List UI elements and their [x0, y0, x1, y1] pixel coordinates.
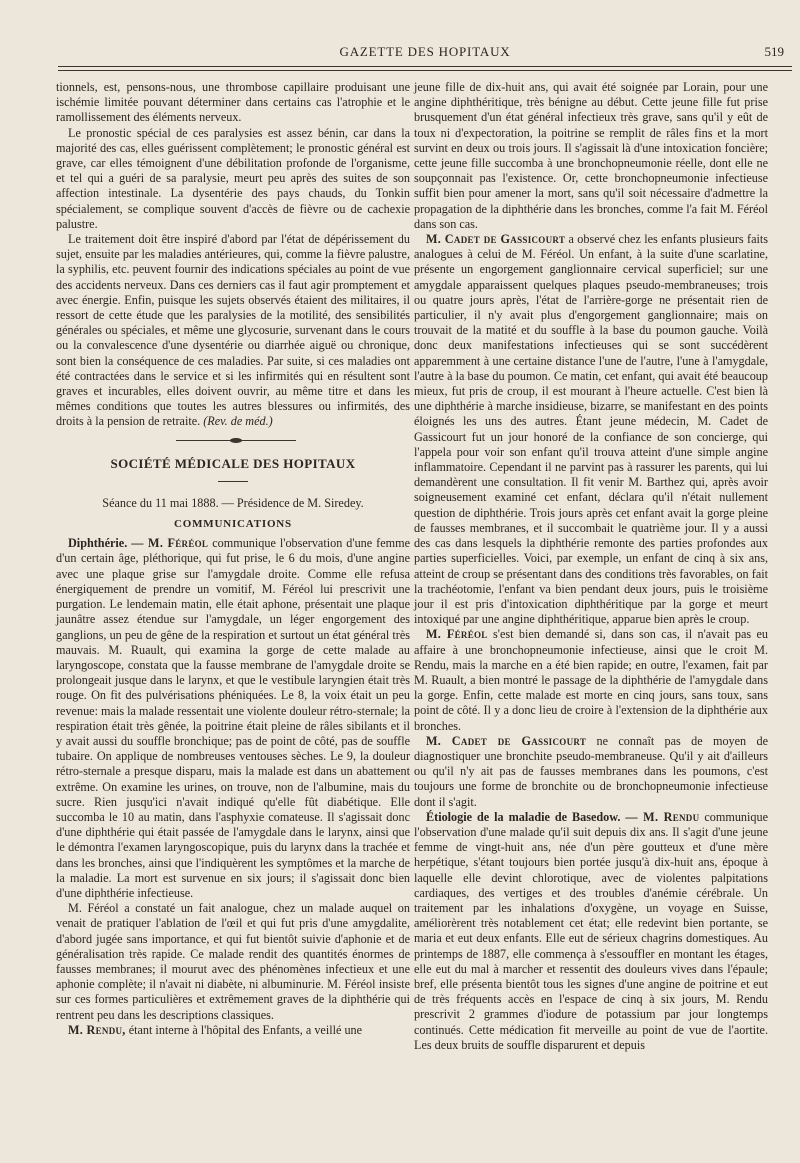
short-rule: [218, 481, 248, 482]
paragraph-text: communique l'observation d'une femme d'un certain âge, pléthorique, qui fut prise, le 6 du mois, d'une angine avec une plaque grise sur l'amygdale droite. Comme elle refusa énergiquement de prendre un vomitif, M. Féréol lui prescrivit une purgation. Le lendemain matin, elle était aphone, présentait une plaque jaunâtre assez étendue sur l'amygdale, un léger engorgement des ganglions, un peu de gêne de la respiration et surtout un état général très mauvais. M. Ruault, qui examina la gorge de cette malade au laryngoscope, constata que la fausse membrane de l'amygdale droite se prolongeait jusque dans le larynx, et que le vestibule laryngien était très rouge. On fit des pulvérisations phéniquées. Le 8, la voix était un peu revenue: mais la malade ressentait une violente douleur rétro-sternale; la respiration était très gênée, la poitrine était pleine de râles sibilants et il y avait aussi du souffle bronchique; pas de point de côté, pas de souffle tubaire. On applique de nombreuses ventouses sèches. Le 9, la douleur rétro-sternale a presque disparu, mais la malade est dans un abattement extrême. On examine les urines, on trouve, non de l'albumine, mais du sucre. Rien jusqu'ici n'avait indiqué qu'elle fût diabétique. Elle succomba le 10 au matin, dans l'asphyxie comateuse. Il s'agissait donc d'une diphthérie qui était passée de l'amygdale dans le larynx, ainsi que le démontra l'examen laryngoscopique, puis du larynx dans la trachée et dans les bronches, ainsi que l'indiquèrent les symptômes et la marche de la maladie. La mort est survenue en six jours; il s'agissait donc bien d'une diphthérie infectieuse.: [56, 536, 411, 900]
paragraph-text: Le traitement doit être inspiré d'abord par l'état de dépérissement du sujet, ensuite par les maladies antérieures, qui, comme la fièvre palustre, la syphilis, etc. peuvent fournir des indications spéciales au point de vue des accidents nerveux. Dans ces derniers cas il faut agir promptement et avec énergie. Enfin, puisque les sujets observés étaient des militaires, il ressort de cette étude que les paralysies de la motilité, des sensibilités générales ou spéciales, et même une glycosurie, survenant dans le cours ou la convalescence d'une dysentérie ou diarrhée aiguë ou chronique, sont bien la conséquence de ces maladies. Par suite, si ces maladies ont été contractées dans le service et si les infirmités qui en résultent sont graves et incurables, elles doivent ouvrir, au même titre et dans les mêmes conditions que toutes les autres blessures ou infirmités, des droits à la pension de retraite.: [56, 232, 410, 429]
paragraph-text: a observé chez les enfants plusieurs faits analogues à celui de M. Féréol. Un enfant, à la suite d'une scarlatine, présente un engorgement ganglionnaire cervical superficiel; sur une amygdale apparaissent quelques plaques pseudo-membraneuses; trois ou quatre jours après, l'état de l'arrière-gorge ne présentait rien de particulier, il n'y avait plus d'engorgement ganglionnaire; mais on trouvait de la matité et du souffle à la base du poumon gauche. Voilà donc deux manifestations infectieuses qui se sont succédèrent apparemment à une certaine distance l'une de l'autre, l'une à l'amygdale, l'autre à la base du poumon. Ce matin, cet enfant, qui avait été beaucoup mieux, fut pris de croup, il est mourant à l'heure actuelle. C'est bien là une diphthérie à marche insidieuse, bizarre, se manifestant en des points éloignés les uns des autres. Étant jeune médecin, M. Cadet de Gassicourt fut un jour honoré de la confiance de son concierge, qui l'appela pour voir son enfant qu'il trouva atteint d'une simple angine inflammatoire. Cependant il ne parvint pas à rassurer les parents, qui lui demandèrent une consultation. Il fit venir M. Barthez qui, après avoir soigneusement examiné cet enfant, déclara qu'il n'était nullement question de diphthérie. Trois jours après cet enfant avait la gorge pleine de fausses membranes, et il succombait le quatrième jour. Il y a aussi des cas dans lesquels la diphthérie remonte des parties profondes aux parties superficielles. Voici, par exemple, un enfant de cinq à six ans, atteint de croup se présentant dans des conditions très favorables, on fait la trachéotomie, l'enfant va bien pendant deux jours, puis le troisième jour il est pris d'intoxication diphthéritique par la gorge et meurt intoxiqué par une angine diphthéritique, apparue bien après le croup.: [414, 232, 769, 627]
paragraph: [56, 232, 410, 430]
journal-title: GAZETTE DES HOPITAUX: [339, 44, 511, 59]
running-head: [58, 44, 792, 64]
topic-heading: Diphthérie.: [68, 536, 128, 551]
paragraph-text: s'est bien demandé si, dans son cas, il n'avait pas eu affaire à une bronchopneumonie infectieuse, ainsi que le croit M. Rendu, mais la marche en a été bien rapide; en outre, l'examen, fait par M. Ruault, a bien montré le passage de la diphthérie de l'amygdale dans la gorge. Enfin, cette malade est morte en cinq jours, sans toux, sans point de côté. Il y a donc lieu de croire à l'extension de la diphthérie aux bronches.: [414, 627, 768, 733]
author-name: — M. Rendu: [625, 809, 700, 824]
left-column: [56, 80, 410, 1038]
subsection-title: COMMUNICATIONS: [174, 518, 292, 531]
paragraph: [414, 627, 768, 733]
section-title: SOCIÉTÉ MÉDICALE DES HOPITAUX: [110, 455, 356, 471]
page-number: 519: [764, 44, 784, 59]
paragraph: [414, 810, 768, 1053]
paragraph: [56, 1023, 410, 1038]
right-column: [414, 80, 768, 1053]
author-name: M. Cadet de Gassicourt: [426, 733, 587, 748]
paragraph: jeune fille de dix-huit ans, qui avait été soignée par Lorain, pour une angine diphthéritique, très bénigne au début. Cette jeune fille fut prise brusquement d'un état général infectieux très grave, sans qu'il y eût de toux ni d'expectoration, la poitrine se remplit de râles fins et la mort survint en deux ou trois jours. Il s'agissait là d'une intoxication foncière; cette jeune fille succomba à une bronchopneumonie réelle, dont elle ne soupçonnait pas l'existence. Or, cette bronchopneumonie infectieuse suffit bien pour amener la mort, sans qu'il soit nécessaire d'admettre la propagation de la diphthérie dans les bronches, comme l'a fait M. Féréol dans son cas.: [414, 80, 768, 231]
paragraph-text: ne connaît pas de moyen de diagnostiquer une bronchite pseudo-membraneuse. Qu'il y ait d'ailleurs ou qu'il n'y ait pas de fausses membranes dans les poumons, c'est toujours une forme de bronchite ou de bronchopneumonie infectieuse dont il s'agit.: [414, 733, 768, 809]
author-name: M. Féréol: [426, 627, 488, 642]
author-name: M. Cadet de Gassicourt: [426, 232, 566, 247]
source-citation: (Rev. de méd.): [203, 414, 273, 429]
author-name: M. Rendu,: [68, 1022, 126, 1037]
ornamental-divider: [56, 430, 410, 452]
paragraph: Le pronostic spécial de ces paralysies est assez bénin, car dans la majorité des cas, elles guérissent complètement; le pronostic général est grave, car elles témoignent d'une débilitation profonde de l'organisme, et tel qui a guéri de sa paralysie, meurt peu après des suites de son affection intestinale. La dysentérie des pays chauds, du Tonkin spécialement, se complique souvent d'accès de fièvre ou de cachexie palustre.: [56, 125, 410, 231]
session-line: Séance du 11 mai 1888. — Présidence de M. Siredey.: [102, 495, 364, 510]
paragraph: tionnels, est, pensons-nous, une thrombose capillaire produisant une ischémie limitée pouvant déterminer dans certains cas l'atrophie et le ramollissement des éléments nerveux.: [56, 80, 410, 125]
author-name: — M. Féréol: [131, 536, 209, 551]
paragraph: [56, 536, 410, 901]
paragraph-text: communique l'observation d'une malade qu'il suit depuis dix ans. Il s'agit d'une jeune femme de vingt-huit ans, née d'un père goutteux et d'une mère herpétique, s'étant toujours bien portée jusqu'à dix-huit ans, époque à laquelle elle devint chlorotique, avec de violentes palpitations cardiaques, des vertiges et des troubles d'anémie cérébrale. Un traitement par les inhalations d'oxygène, un voyage en Suisse, améliorèrent très notablement cet état; elle redevint bien portante, se maria et eut deux enfants. Elle eut de sérieux chagrins domestiques. Au printemps de 1887, elle commença à s'essouffler en montant les étages, elle eut du mal à marcher et ressentit des douleurs vives dans l'épaule; bref, elle présenta bientôt tous les signes d'une angine de poitrine et eut de très fréquents accès en l'espace de cinq à six jours, M. Rendu prescrivit 2 grammes d'iodure de potassium par jour longtemps continués. Cette médication fit merveille au point de vue de l'aortite. Les deux bruits de souffle disparurent et depuis: [414, 809, 769, 1052]
topic-heading: Étiologie de la maladie de Basedow.: [426, 809, 621, 824]
paragraph: [414, 734, 768, 810]
paragraph: M. Féréol a constaté un fait analogue, chez un malade auquel on venait de pratiquer l'ablation de l'œil et qui fut pris d'une amygdalite, d'abord jugée sans importance, et qui fut bientôt suivie d'aphonie et de généralisation très rapide. Ce malade rendit des quantités énormes de fausses membranes; il mourut avec des phénomènes infectieux et une aphonie complète; il n'avait ni diabète, ni albuminurie. M. Féréol insiste sur ces formes particulières et extrêmement graves de la diphthérie qui rentrent peu dans les descriptions classiques.: [56, 901, 410, 1022]
paragraph-text: étant interne à l'hôpital des Enfants, a veillé une: [128, 1022, 363, 1037]
paragraph: [414, 232, 768, 627]
header-rule: [58, 66, 792, 71]
